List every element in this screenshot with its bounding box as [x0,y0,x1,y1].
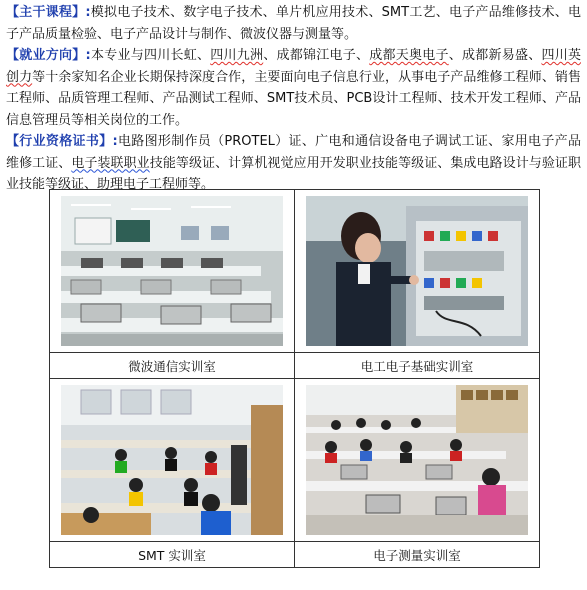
caption-microwave: 微波通信实训室 [50,353,295,379]
caption-smt: SMT 实训室 [50,542,295,568]
employment-text-1: 本专业与四川长虹、 [90,48,211,63]
photo-cell-smt [50,379,295,542]
employment-text-2: 四川九洲 [210,48,264,63]
employment-heading: 【就业方向】: [6,48,91,63]
employment-text-6: 四川英创力 [6,48,581,85]
student-at-panel-photo [306,196,528,346]
photo-cell-electrical [295,190,540,353]
measurement-lab-photo [306,385,528,535]
courses-text: 模拟电子技术、数字电子技术、单片机应用技术、SMT工艺、电子产品维修技术、电子产品质量检验、电子产品设计与制作、微波仪器与测量等。 [6,5,581,42]
employment-text-4: 成都天奥电子 [369,48,449,63]
employment-paragraph [6,45,581,131]
certificates-text-1: 电路图形制作员（PROTEL）证、广电和通信设备电子调试工证、家用电子产品维修工证、 [6,134,581,171]
photo-cell-microwave [50,190,295,353]
certificates-text-3: 技能等级证、计算机视觉应用开发职业技能等级证、集成电路设计与验证职业技能等级证、助理电子工程师等。 [6,155,581,192]
employment-text-3: 、成都锦江电子、 [263,48,370,63]
photo-table [49,189,540,568]
smt-lab-photo [61,385,283,535]
caption-electrical: 电工电子基础实训室 [295,353,540,379]
photo-cell-measurement [295,379,540,542]
lab-room-photo [61,196,283,346]
certificates-heading: 【行业资格证书】: [6,134,118,149]
caption-measurement: 电子测量实训室 [295,542,540,568]
employment-text-5: 、成都新易盛、 [448,48,542,63]
courses-heading: 【主干课程】: [6,5,91,20]
employment-text-7: 等十余家知名企业长期保持深度合作，主要面向电子信息行业，从事电子产品维修工程师、销售工程师、品质管理工程师、产品测试工程师、SMT技术员、PCB设计工程师、技术开发工程师、产品信息管理员等相关岗位的工作。 [6,69,581,128]
certificates-text-2: 电子装联职业 [71,155,150,171]
document-body [6,2,581,196]
courses-paragraph [6,2,581,45]
certificates-paragraph [6,131,581,196]
